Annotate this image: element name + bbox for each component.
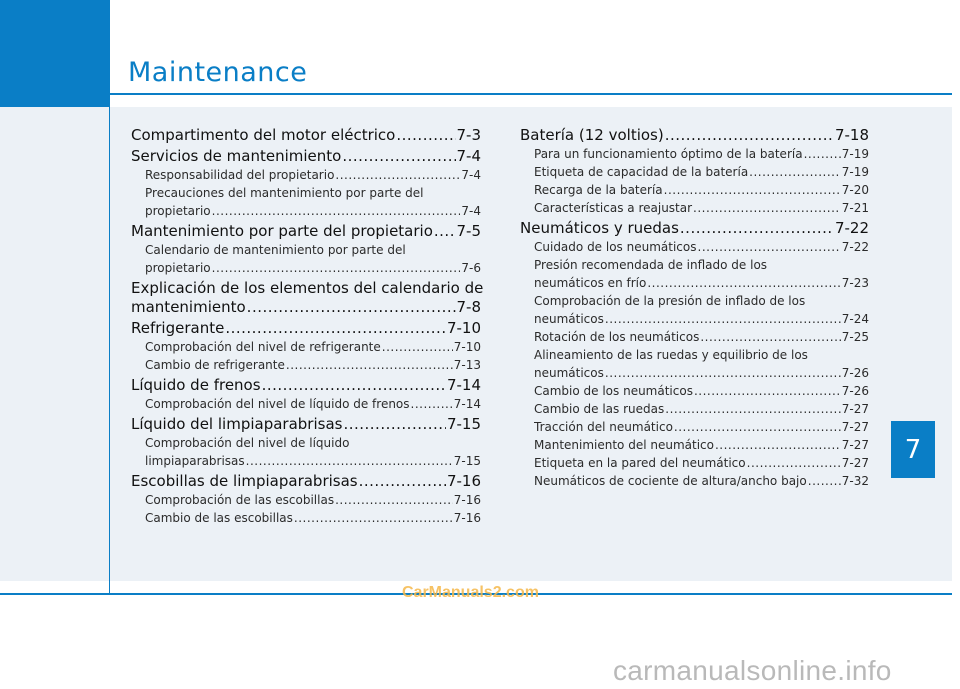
toc-entry-title: Mantenimiento del neumático — [534, 438, 714, 452]
dot-leader — [212, 202, 461, 220]
toc-sub-entry[interactable] — [520, 199, 869, 217]
toc-entry-title: Cambio de refrigerante — [145, 358, 285, 372]
toc-entry-title: Recarga de la batería — [534, 183, 663, 197]
toc-entry-title-continued: propietario — [145, 261, 211, 275]
toc-entry-title: Calendario de mantenimiento por parte del — [145, 243, 406, 257]
toc-page-number: 7-23 — [841, 276, 869, 290]
dot-leader — [747, 454, 841, 472]
toc-right-column — [520, 124, 869, 490]
toc-entry-title: Responsabilidad del propietario — [145, 168, 335, 182]
toc-sub-entry[interactable] — [131, 338, 481, 356]
toc-main-entry[interactable] — [131, 222, 481, 241]
toc-sub-entry[interactable] — [520, 181, 869, 199]
toc-sub-entry[interactable] — [131, 241, 481, 277]
dot-leader — [664, 181, 841, 199]
toc-entry-title: Alineamiento de las ruedas y equilibrio de los — [534, 348, 808, 362]
watermark-bottom: carmanualsonline.info — [613, 655, 892, 686]
dot-leader — [335, 491, 453, 509]
toc-entry-title-continued: propietario — [145, 204, 211, 218]
toc-entry-title: Precauciones del mantenimiento por parte del — [145, 186, 424, 200]
toc-entry-title: Explicación de los elementos del calendario de — [131, 279, 484, 297]
toc-entry-title: Comprobación del nivel de líquido de frenos — [145, 397, 410, 411]
toc-entry-title: Cambio de las escobillas — [145, 511, 293, 525]
toc-sub-entry[interactable] — [131, 491, 481, 509]
toc-page-number: 7-27 — [841, 456, 869, 470]
toc-sub-entry[interactable] — [131, 395, 481, 413]
toc-page-number: 7-27 — [841, 420, 869, 434]
toc-page-number: 7-19 — [841, 165, 869, 179]
toc-sub-entry[interactable] — [520, 256, 869, 292]
toc-entry-title: Neumáticos y ruedas — [520, 219, 679, 237]
toc-entry-title: Tracción del neumático — [534, 420, 673, 434]
dot-leader — [715, 436, 841, 454]
toc-sub-entry[interactable] — [131, 509, 481, 527]
toc-entry-title: Comprobación de la presión de inflado de los — [534, 294, 806, 308]
toc-sub-entry[interactable] — [520, 472, 869, 490]
toc-entry-title: Compartimento del motor eléctrico — [131, 126, 396, 144]
toc-page-number: 7-27 — [841, 438, 869, 452]
toc-page-number: 7-5 — [456, 222, 481, 240]
watermark-top: CarManuals2.com — [402, 584, 539, 601]
toc-entry-title: Líquido del limpiaparabrisas — [131, 415, 343, 433]
toc-main-entry[interactable] — [131, 472, 481, 491]
dot-leader — [359, 472, 446, 491]
toc-entry-title-continued: limpiaparabrisas — [145, 454, 245, 468]
toc-left-column — [131, 124, 484, 527]
dot-leader — [343, 415, 446, 434]
toc-main-entry[interactable] — [520, 126, 869, 145]
toc-main-entry[interactable] — [131, 279, 484, 317]
dot-leader — [335, 166, 460, 184]
page-title: Maintenance — [128, 57, 308, 88]
toc-entry-title-continued: neumáticos — [534, 366, 604, 380]
toc-main-entry[interactable] — [131, 319, 481, 338]
toc-entry-title: Servicios de mantenimiento — [131, 147, 342, 165]
toc-page-number: 7-8 — [456, 298, 481, 316]
dot-leader — [665, 126, 834, 145]
dot-leader — [693, 199, 841, 217]
dot-leader — [804, 145, 841, 163]
dot-leader — [808, 472, 841, 490]
toc-sub-entry[interactable] — [520, 328, 869, 346]
dot-leader — [605, 310, 841, 328]
corner-block — [0, 0, 110, 107]
dot-leader — [262, 376, 446, 395]
chapter-tab[interactable]: 7 — [891, 421, 935, 478]
toc-sub-entry[interactable] — [520, 454, 869, 472]
toc-sub-entry[interactable] — [520, 238, 869, 256]
toc-entry-title: Rotación de los neumáticos — [534, 330, 700, 344]
toc-entry-title: Comprobación del nivel de refrigerante — [145, 340, 381, 354]
toc-main-entry[interactable] — [520, 219, 869, 238]
toc-sub-entry[interactable] — [131, 166, 481, 184]
dot-leader — [246, 452, 453, 470]
dot-leader — [411, 395, 453, 413]
dot-leader — [674, 418, 841, 436]
toc-sub-entry[interactable] — [520, 382, 869, 400]
toc-page-number: 7-27 — [841, 402, 869, 416]
toc-entry-title-continued: mantenimiento — [131, 298, 246, 316]
toc-entry-title-continued: neumáticos en frío — [534, 276, 647, 290]
toc-page-number: 7-4 — [456, 147, 481, 165]
toc-entry-title: Refrigerante — [131, 319, 225, 337]
toc-page-number: 7-19 — [841, 147, 869, 161]
toc-entry-title: Etiqueta de capacidad de la batería — [534, 165, 749, 179]
toc-entry-title: Características a reajustar — [534, 201, 693, 215]
toc-page-number: 7-21 — [841, 201, 869, 215]
toc-sub-entry[interactable] — [131, 184, 481, 220]
toc-page-number: 7-16 — [453, 511, 481, 525]
toc-sub-entry[interactable] — [520, 400, 869, 418]
toc-main-entry[interactable] — [131, 147, 481, 166]
toc-page-number: 7-3 — [456, 126, 481, 144]
toc-page-number: 7-14 — [446, 376, 481, 394]
toc-entry-title: Comprobación de las escobillas — [145, 493, 335, 507]
dot-leader — [247, 298, 456, 317]
toc-page-number: 7-22 — [834, 219, 869, 237]
dot-leader — [647, 274, 840, 292]
toc-page-number: 7-26 — [841, 366, 869, 380]
toc-entry-title: Batería (12 voltios) — [520, 126, 664, 144]
toc-page-number: 7-16 — [446, 472, 481, 490]
toc-sub-entry[interactable] — [131, 434, 481, 470]
toc-sub-entry[interactable] — [520, 346, 869, 382]
toc-page-number: 7-18 — [834, 126, 869, 144]
toc-entry-title: Neumáticos de cociente de altura/ancho bajo — [534, 474, 807, 488]
toc-entry-title: Líquido de frenos — [131, 376, 261, 394]
toc-sub-entry[interactable] — [131, 356, 481, 374]
dot-leader — [434, 222, 456, 241]
toc-main-entry[interactable] — [131, 376, 481, 395]
toc-sub-entry[interactable] — [520, 436, 869, 454]
toc-page-number: 7-20 — [841, 183, 869, 197]
dot-leader — [700, 328, 840, 346]
toc-sub-entry[interactable] — [520, 145, 869, 163]
toc-main-entry[interactable] — [131, 126, 481, 145]
toc-page-number: 7-6 — [461, 261, 481, 275]
toc-sub-entry[interactable] — [520, 418, 869, 436]
left-divider — [109, 107, 110, 594]
toc-entry-title-continued: neumáticos — [534, 312, 604, 326]
dot-leader — [294, 509, 453, 527]
toc-sub-entry[interactable] — [520, 292, 869, 328]
dot-leader — [698, 238, 841, 256]
dot-leader — [225, 319, 446, 338]
toc-page-number: 7-24 — [841, 312, 869, 326]
dot-leader — [605, 364, 841, 382]
dot-leader — [680, 219, 834, 238]
toc-page-number: 7-22 — [841, 240, 869, 254]
dot-leader — [694, 382, 841, 400]
toc-entry-title: Mantenimiento por parte del propietario — [131, 222, 433, 240]
dot-leader — [286, 356, 453, 374]
dot-leader — [396, 126, 455, 145]
dot-leader — [665, 400, 841, 418]
toc-page-number: 7-10 — [446, 319, 481, 337]
toc-page-number: 7-13 — [453, 358, 481, 372]
toc-page-number: 7-15 — [446, 415, 481, 433]
toc-page-number: 7-4 — [461, 204, 481, 218]
dot-leader — [212, 259, 461, 277]
toc-page-number: 7-26 — [841, 384, 869, 398]
toc-page-number: 7-25 — [841, 330, 869, 344]
toc-page-number: 7-16 — [453, 493, 481, 507]
toc-entry-title: Presión recomendada de inflado de los — [534, 258, 768, 272]
toc-page-number: 7-15 — [453, 454, 481, 468]
title-rule — [110, 93, 952, 95]
toc-entry-title: Etiqueta en la pared del neumático — [534, 456, 746, 470]
toc-page-number: 7-4 — [461, 168, 481, 182]
dot-leader — [342, 147, 455, 166]
dot-leader — [749, 163, 841, 181]
toc-entry-title: Comprobación del nivel de líquido — [145, 436, 350, 450]
toc-entry-title: Para un funcionamiento óptimo de la batería — [534, 147, 803, 161]
toc-page-number: 7-32 — [841, 474, 869, 488]
toc-entry-title: Cuidado de los neumáticos — [534, 240, 697, 254]
toc-entry-title: Cambio de las ruedas — [534, 402, 665, 416]
toc-page-number: 7-14 — [453, 397, 481, 411]
toc-main-entry[interactable] — [131, 415, 481, 434]
toc-entry-title: Cambio de los neumáticos — [534, 384, 693, 398]
toc-page-number: 7-10 — [453, 340, 481, 354]
dot-leader — [382, 338, 453, 356]
toc-sub-entry[interactable] — [520, 163, 869, 181]
toc-entry-title: Escobillas de limpiaparabrisas — [131, 472, 358, 490]
